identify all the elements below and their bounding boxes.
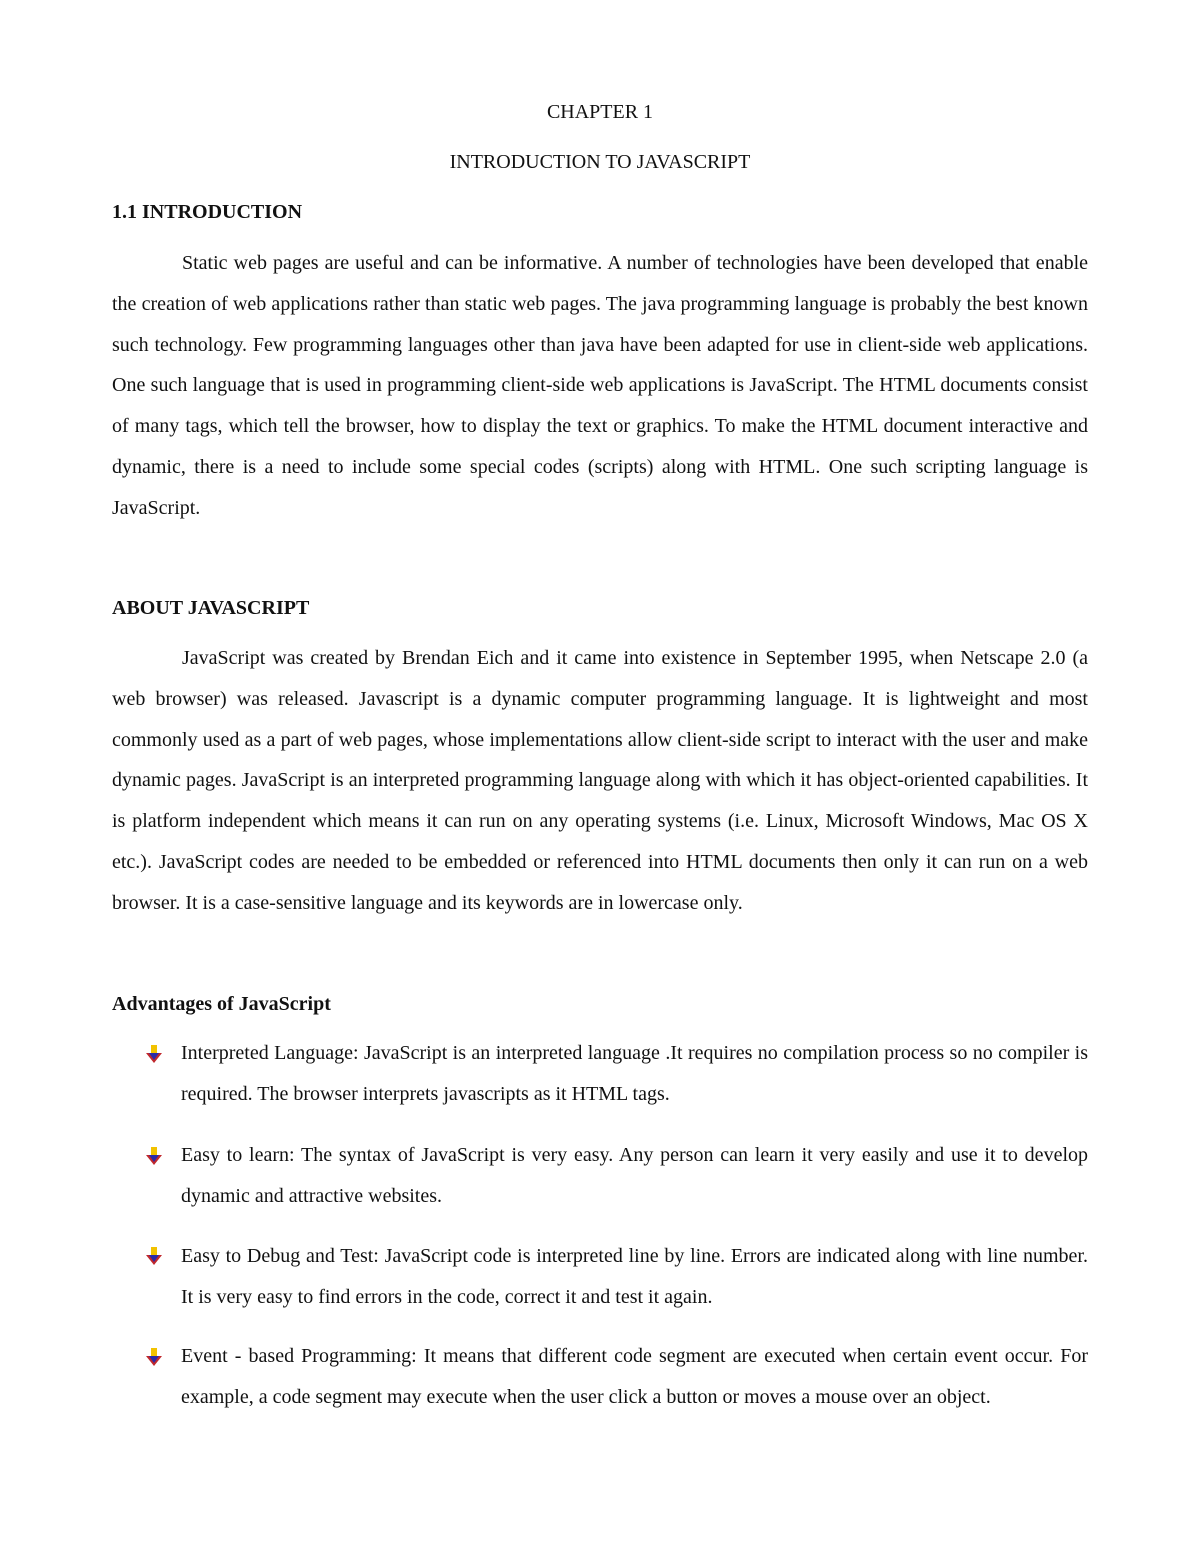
about-javascript-paragraph-text: JavaScript was created by Brendan Eich and it came into existence in September 1995, when Netscape 2.0 (a web browser) was released. Javascript is a dynamic computer programming language. It is lightweight and most commonly used as a part of web pages, whose implementations allow client-side script to interact with the user and make dynamic pages. JavaScript is an interpreted programming language along with which it has object-oriented capabilities. It is platform independent which means it can run on any operating systems (i.e. Linux, Microsoft Windows, Mac OS X etc.). JavaScript codes are needed to be embedded or referenced into HTML documents then only it can run on a web browser. It is a case-sensitive language and its keywords are in lowercase only.	[112, 647, 1088, 914]
advantage-item-event-based-programming: Event - based Programming: It means that different code segment are executed when certain event occur. For example, a code segment may execute when the user click a button or moves a mouse over an object.	[181, 1345, 1088, 1408]
arrow-bullet-icon	[144, 1245, 164, 1269]
about-javascript-paragraph	[112, 638, 1088, 924]
arrow-bullet-icon	[144, 1346, 164, 1370]
section-heading-advantages: Advantages of JavaScript	[112, 993, 331, 1015]
section-heading-about-javascript: ABOUT JAVASCRIPT	[112, 597, 310, 619]
section-heading-introduction: 1.1 INTRODUCTION	[112, 201, 303, 223]
advantage-item-easy-to-learn: Easy to learn: The syntax of JavaScript is very easy. Any person can learn it very easily and use it to develop dynamic and attractive websites.	[181, 1144, 1088, 1207]
advantage-item-interpreted-language: Interpreted Language: JavaScript is an interpreted language .It requires no compilation process so no compiler is required. The browser interprets javascripts as it HTML tags.	[181, 1042, 1088, 1105]
introduction-paragraph-text: Static web pages are useful and can be informative. A number of technologies have been developed that enable the creation of web applications rather than static web pages. The java programming language is probably the best known such technology. Few programming languages other than java have been adapted for use in client-side web applications. One such language that is used in programming client-side web applications is JavaScript. The HTML documents consist of many tags, which tell the browser, how to display the text or graphics. To make the HTML document interactive and dynamic, there is a need to include some special codes (scripts) along with HTML. One such scripting language is JavaScript.	[112, 252, 1088, 519]
chapter-number: CHAPTER 1	[546, 101, 654, 123]
introduction-paragraph	[112, 243, 1088, 529]
arrow-bullet-icon	[144, 1043, 164, 1067]
chapter-title: INTRODUCTION TO JAVASCRIPT	[449, 151, 751, 173]
arrow-bullet-icon	[144, 1145, 164, 1169]
advantage-item-easy-to-debug: Easy to Debug and Test: JavaScript code is interpreted line by line. Errors are indicated along with line number. It is very easy to find errors in the code, correct it and test it again.	[181, 1245, 1088, 1308]
